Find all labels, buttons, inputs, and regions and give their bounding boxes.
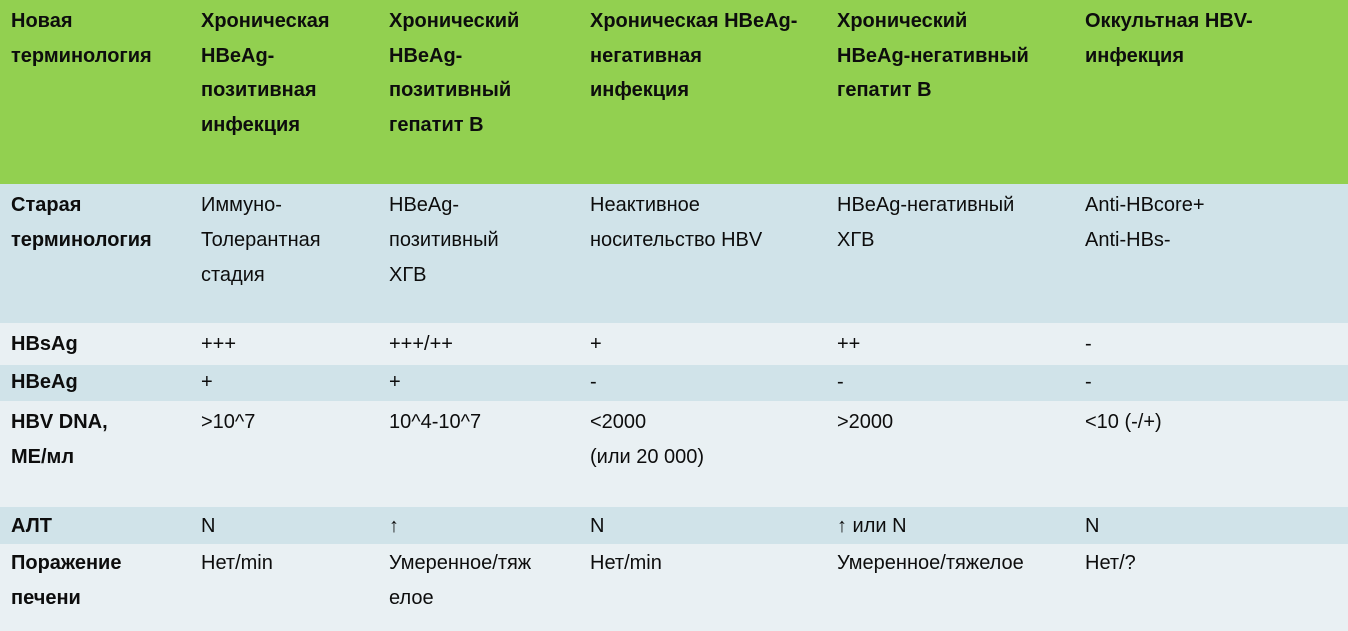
table-cell: N	[1074, 507, 1348, 544]
table-cell: Умеренное/тяжелое	[826, 544, 1074, 631]
header-cell-new-terminology: Новая терминология	[0, 0, 190, 184]
table-row	[0, 184, 1348, 323]
table-cell: -	[1074, 365, 1348, 401]
row-label: HBeAg	[0, 365, 190, 401]
table-cell: ↑ или N	[826, 507, 1074, 544]
table-cell: Неактивное носительство HBV	[579, 184, 826, 323]
table-cell: +	[190, 365, 378, 401]
table-cell: >2000	[826, 401, 1074, 507]
table-row	[0, 323, 1348, 365]
table-cell: ++	[826, 323, 1074, 365]
table-cell: -	[579, 365, 826, 401]
table-cell: Умеренное/тяж елое	[378, 544, 579, 631]
table-cell: N	[579, 507, 826, 544]
header-cell-col4: Хронический HBeAg-негативный гепатит B	[826, 0, 1074, 184]
row-label: HBsAg	[0, 323, 190, 365]
table-cell: -	[1074, 323, 1348, 365]
row-label: Поражение печени	[0, 544, 190, 631]
table-cell: <10 (-/+)	[1074, 401, 1348, 507]
table-cell: Нет/min	[190, 544, 378, 631]
header-row	[0, 0, 1348, 184]
header-cell-col3: Хроническая HBeAg- негативная инфекция	[579, 0, 826, 184]
table-cell: HBeAg- позитивный ХГВ	[378, 184, 579, 323]
table-cell: N	[190, 507, 378, 544]
table-cell: ↑	[378, 507, 579, 544]
table-cell: HBeAg-негативный ХГВ	[826, 184, 1074, 323]
header-cell-col2: Хронический HBeAg- позитивный гепатит B	[378, 0, 579, 184]
table-cell: 10^4-10^7	[378, 401, 579, 507]
table-cell: -	[826, 365, 1074, 401]
table-cell: Иммуно- Толерантная стадия	[190, 184, 378, 323]
table-cell: Нет/?	[1074, 544, 1348, 631]
table-cell: +++	[190, 323, 378, 365]
table-cell: <2000 (или 20 000)	[579, 401, 826, 507]
table-cell: +	[579, 323, 826, 365]
row-label: Старая терминология	[0, 184, 190, 323]
table-cell: +	[378, 365, 579, 401]
table-row	[0, 365, 1348, 401]
table-row	[0, 544, 1348, 631]
row-label: АЛТ	[0, 507, 190, 544]
table-cell: Anti-HBcore+ Anti-HBs-	[1074, 184, 1348, 323]
table-row	[0, 507, 1348, 544]
table-cell: >10^7	[190, 401, 378, 507]
table-cell: Нет/min	[579, 544, 826, 631]
table-cell: +++/++	[378, 323, 579, 365]
header-cell-col5: Оккультная HBV- инфекция	[1074, 0, 1348, 184]
table-row	[0, 401, 1348, 507]
header-cell-col1: Хроническая HBeAg- позитивная инфекция	[190, 0, 378, 184]
row-label: HBV DNA, МЕ/мл	[0, 401, 190, 507]
